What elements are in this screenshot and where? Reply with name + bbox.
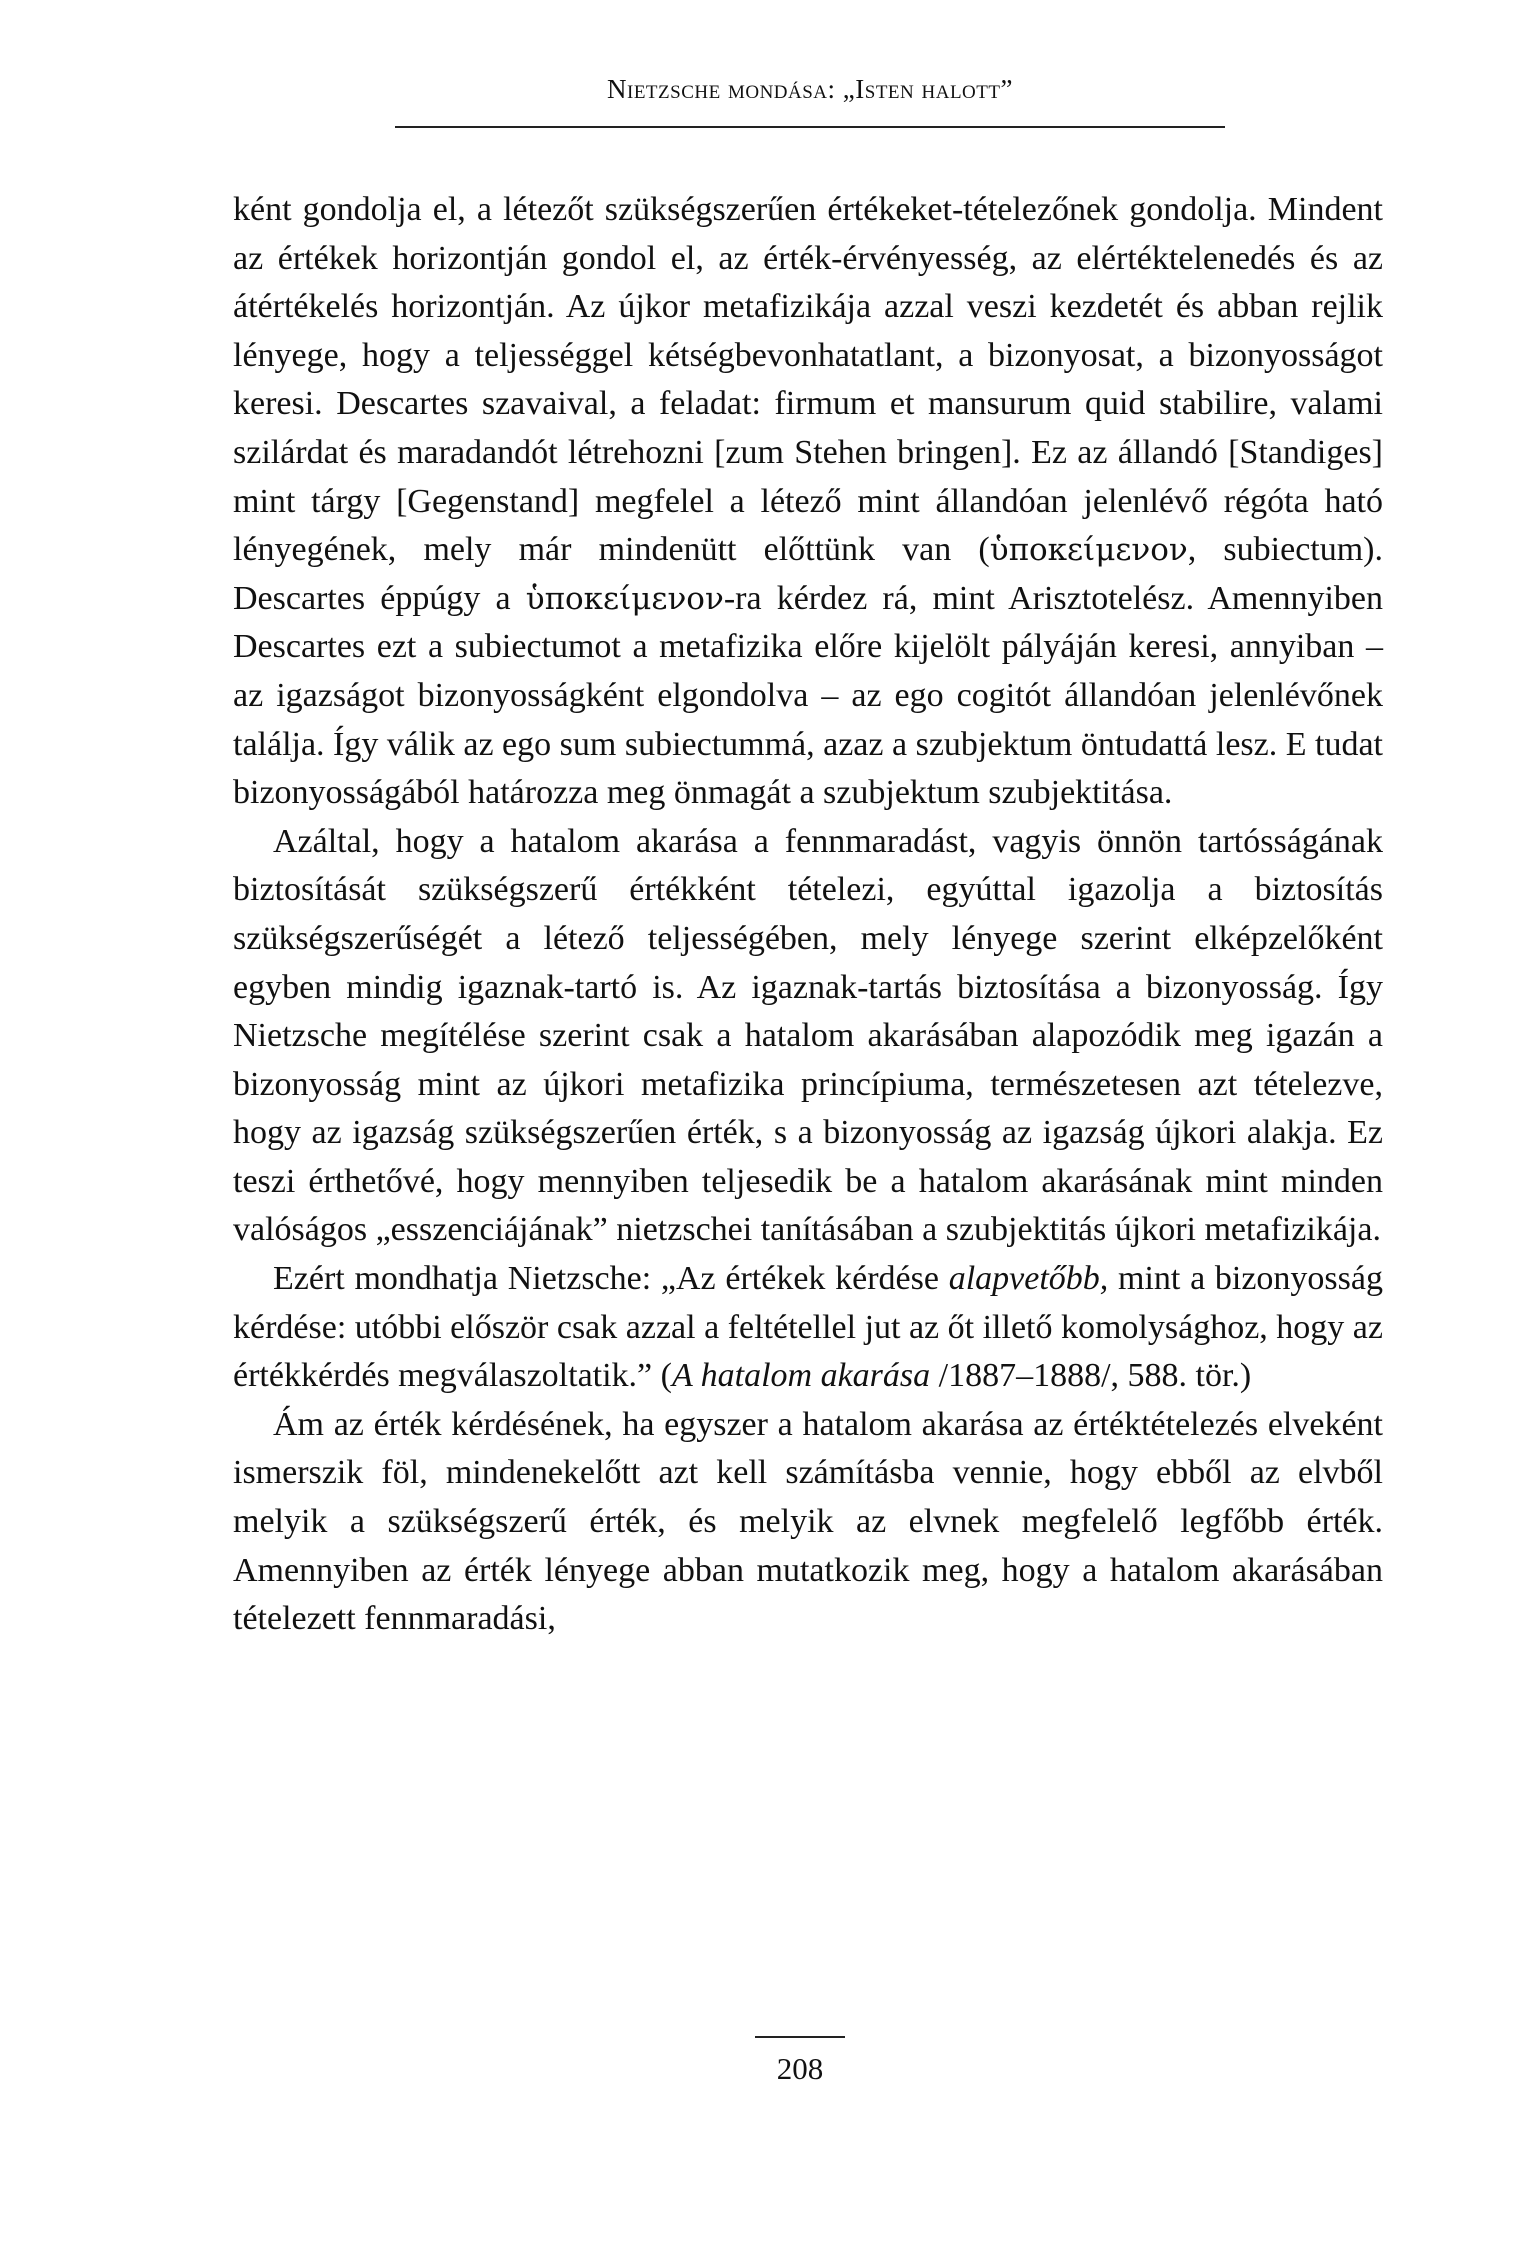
- page-number: 208: [776, 2051, 824, 2086]
- greek-term: ὑποκείμενον: [525, 580, 724, 617]
- running-head: Nietzsche mondása: „Isten halott”: [607, 74, 1013, 104]
- paragraph-1: [233, 186, 1383, 818]
- paragraph-3-end: /1887–1888/, 588. tör.): [930, 1357, 1252, 1395]
- paragraph-3: [233, 1255, 1383, 1401]
- header-rule: [395, 126, 1225, 128]
- italic-emphasis: alapvetőbb,: [948, 1260, 1109, 1298]
- body-text: [233, 186, 1383, 1644]
- paragraph-1-text: ként gondolja el, a létezőt szükségszerűen értékeket-tételezőnek gondolja. Mindent az értékek horizontján gondol el, az érték-érvényesség, az elértéktelenedés és az átértékelés horizontján. Az újkor metafizikája azzal veszi kezdetét és abban rejlik lényege, hogy a teljességgel kétségbevonhatatlant, a bizonyosat, a bizonyosságot keresi. Descartes szavaival, a feladat: firmum et mansurum quid stabilire, valami szilárdat és maradandót létrehozni [zum Stehen bringen]. Ez az állandó [Standiges] mint tárgy [Gegenstand] megfelel a létező mint állandóan jelenlévő régóta ható lényegének, mely már mindenütt előttünk van (: [233, 191, 1383, 569]
- folio-rule: [755, 2036, 845, 2038]
- greek-term: ὑποκείμενον: [989, 532, 1188, 569]
- italic-book-title: A hatalom akarása: [671, 1357, 931, 1395]
- paragraph-1-mid: , subiectum). Descartes éppúgy a: [233, 531, 1383, 617]
- paragraph-1-end: -ra kérdez rá, mint Arisztotelész. Amennyiben Descartes ezt a subiectumot a metafizika előre kijelölt pályáján keresi, annyiban – az igazságot bizonyosságként elgondolva – az ego cogitót állandóan jelenlévőnek találja. Így válik az ego sum subiectummá, azaz a szubjektum öntudattá lesz. E tudat bizonyosságából határozza meg önmagát a szubjektum szubjektitása.: [233, 579, 1383, 812]
- paragraph-3-start: Ezért mondhatja Nietzsche: „Az értékek kérdése: [273, 1260, 949, 1298]
- paragraph-4: Ám az érték kérdésének, ha egyszer a hatalom akarása az értéktételezés elveként ismerszik föl, mindenekelőtt azt kell számításba vennie, hogy ebből az elvből melyik a szükségszerű érték, és melyik az elvnek megfelelő legfőbb érték. Amennyiben az érték lényege abban mutatkozik meg, hogy a hatalom akarásában tételezett fennmaradási,: [233, 1405, 1383, 1638]
- paragraph-3-mid: mint a bizonyosság kérdése: utóbbi először csak azzal a feltétellel jut az őt illető komolysághoz, hogy az értékkérdés megválaszoltatik.” (: [233, 1260, 1383, 1395]
- paragraph-2: Azáltal, hogy a hatalom akarása a fennmaradást, vagyis önnön tartósságának biztosítását szükségszerű értékként tételezi, egyúttal igazolja a biztosítás szükségszerűségét a létező teljességében, mely lényege szerint elképzelőként egyben mindig igaznak-tartó is. Az igaznak-tartás biztosítása a bizonyosság. Így Nietzsche megítélése szerint csak a hatalom akarásában alapozódik meg igazán a bizonyosság mint az újkori metafizika princípiuma, természetesen azt tételezve, hogy az igazság szükségszerűen érték, s a bizonyosság az igazság újkori alakja. Ez teszi érthetővé, hogy mennyiben teljesedik be a hatalom akarásának mint minden valóságos „esszenciájának” nietzschei tanításában a szubjektitás újkori metafizikája.: [233, 822, 1383, 1249]
